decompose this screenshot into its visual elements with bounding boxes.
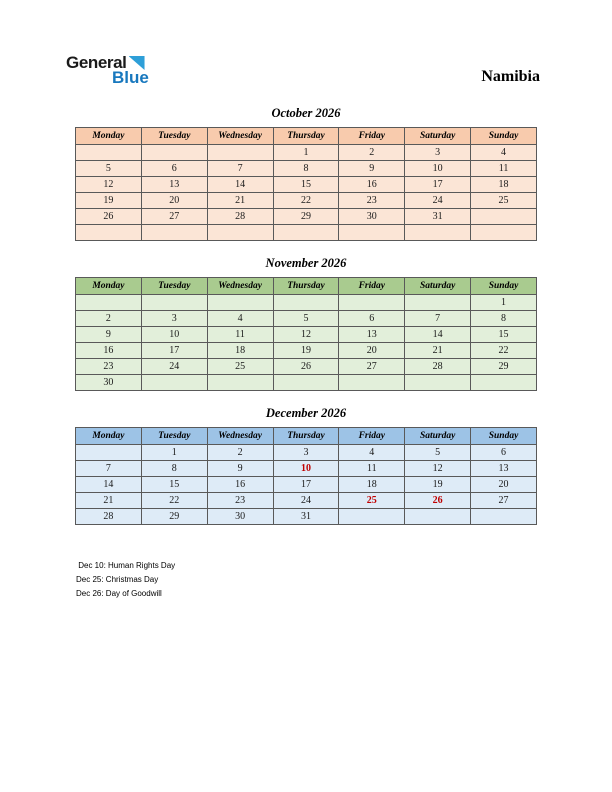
- empty-day-cell: [141, 225, 207, 241]
- weekday-header: Wednesday: [207, 278, 273, 295]
- day-cell: 3: [405, 145, 471, 161]
- day-cell: 1: [141, 445, 207, 461]
- day-cell: 7: [76, 461, 142, 477]
- empty-day-cell: [471, 225, 537, 241]
- day-cell: 17: [273, 477, 339, 493]
- day-cell: 9: [207, 461, 273, 477]
- weekday-header: Thursday: [273, 128, 339, 145]
- empty-day-cell: [273, 375, 339, 391]
- holiday-notes: [76, 559, 612, 601]
- empty-day-cell: [207, 295, 273, 311]
- weekday-header: Tuesday: [141, 128, 207, 145]
- day-cell: 28: [207, 209, 273, 225]
- day-cell: 25: [207, 359, 273, 375]
- day-cell: 4: [339, 445, 405, 461]
- weekday-header: Friday: [339, 128, 405, 145]
- day-cell: 4: [471, 145, 537, 161]
- day-cell: 20: [339, 343, 405, 359]
- day-cell: 21: [405, 343, 471, 359]
- day-cell: 27: [141, 209, 207, 225]
- day-cell: 30: [76, 375, 142, 391]
- day-cell: 17: [141, 343, 207, 359]
- country-title: Namibia: [481, 68, 540, 85]
- day-cell: 23: [207, 493, 273, 509]
- day-cell: 15: [141, 477, 207, 493]
- empty-day-cell: [405, 509, 471, 525]
- weekday-header: Monday: [76, 128, 142, 145]
- week-row: [76, 225, 537, 241]
- day-cell: 5: [273, 311, 339, 327]
- week-row: [76, 145, 537, 161]
- day-cell: 24: [141, 359, 207, 375]
- day-cell: 26: [76, 209, 142, 225]
- day-cell: 4: [207, 311, 273, 327]
- day-cell: 11: [339, 461, 405, 477]
- day-cell: 25: [471, 193, 537, 209]
- day-cell: 29: [273, 209, 339, 225]
- weekday-header: Wednesday: [207, 428, 273, 445]
- weekday-header: Saturday: [405, 128, 471, 145]
- day-cell: 9: [76, 327, 142, 343]
- day-cell: 12: [273, 327, 339, 343]
- day-cell: 24: [273, 493, 339, 509]
- general-blue-logo: [66, 54, 149, 86]
- day-cell: 3: [273, 445, 339, 461]
- day-cell: 1: [273, 145, 339, 161]
- weekday-header: Monday: [76, 278, 142, 295]
- day-cell: 15: [471, 327, 537, 343]
- empty-day-cell: [471, 509, 537, 525]
- week-row: [76, 295, 537, 311]
- day-cell: 9: [339, 161, 405, 177]
- day-cell: 6: [141, 161, 207, 177]
- day-cell: 20: [141, 193, 207, 209]
- holiday-note: Dec 10: Human Rights Day: [76, 561, 176, 570]
- weekday-header: Sunday: [471, 428, 537, 445]
- weekday-header-row: [76, 278, 537, 295]
- day-cell: 29: [141, 509, 207, 525]
- day-cell: 31: [273, 509, 339, 525]
- day-cell: 13: [471, 461, 537, 477]
- day-cell: 16: [76, 343, 142, 359]
- week-row: [76, 445, 537, 461]
- week-row: [76, 359, 537, 375]
- empty-day-cell: [471, 209, 537, 225]
- day-cell: 21: [207, 193, 273, 209]
- day-cell: 14: [207, 177, 273, 193]
- day-cell: 2: [339, 145, 405, 161]
- month-table: [75, 427, 537, 525]
- empty-day-cell: [207, 375, 273, 391]
- day-cell: 3: [141, 311, 207, 327]
- day-cell: 5: [76, 161, 142, 177]
- logo-text-blue: Blue: [112, 68, 149, 87]
- weekday-header: Wednesday: [207, 128, 273, 145]
- day-cell: 23: [339, 193, 405, 209]
- week-row: [76, 493, 537, 509]
- month-december: [75, 406, 537, 525]
- day-cell: 7: [405, 311, 471, 327]
- empty-day-cell: [405, 225, 471, 241]
- day-cell: 24: [405, 193, 471, 209]
- day-cell: 8: [141, 461, 207, 477]
- day-cell: 2: [207, 445, 273, 461]
- month-november: [75, 256, 537, 391]
- week-row: [76, 311, 537, 327]
- week-row: [76, 509, 537, 525]
- empty-day-cell: [339, 509, 405, 525]
- day-cell: 16: [207, 477, 273, 493]
- day-cell: 6: [339, 311, 405, 327]
- empty-day-cell: [405, 375, 471, 391]
- month-october: [75, 106, 537, 241]
- empty-day-cell: [76, 145, 142, 161]
- day-cell: 30: [339, 209, 405, 225]
- empty-day-cell: [76, 445, 142, 461]
- day-cell: 29: [471, 359, 537, 375]
- empty-day-cell: [339, 375, 405, 391]
- day-cell: 16: [339, 177, 405, 193]
- day-cell: 18: [471, 177, 537, 193]
- empty-day-cell: [405, 295, 471, 311]
- day-cell: 10: [273, 461, 339, 477]
- day-cell: 30: [207, 509, 273, 525]
- day-cell: 23: [76, 359, 142, 375]
- weekday-header: Thursday: [273, 428, 339, 445]
- week-row: [76, 375, 537, 391]
- empty-day-cell: [207, 145, 273, 161]
- day-cell: 22: [273, 193, 339, 209]
- day-cell: 26: [273, 359, 339, 375]
- logo-text-general: General: [66, 53, 127, 72]
- day-cell: 27: [471, 493, 537, 509]
- day-cell: 28: [76, 509, 142, 525]
- empty-day-cell: [471, 375, 537, 391]
- day-cell: 6: [471, 445, 537, 461]
- empty-day-cell: [76, 225, 142, 241]
- page-header: [0, 0, 612, 86]
- day-cell: 19: [273, 343, 339, 359]
- empty-day-cell: [207, 225, 273, 241]
- weekday-header: Sunday: [471, 278, 537, 295]
- empty-day-cell: [76, 295, 142, 311]
- weekday-header: Tuesday: [141, 428, 207, 445]
- weekday-header: Friday: [339, 428, 405, 445]
- calendar-months: [0, 106, 612, 525]
- day-cell: 12: [405, 461, 471, 477]
- day-cell: 1: [471, 295, 537, 311]
- day-cell: 2: [76, 311, 142, 327]
- day-cell: 8: [471, 311, 537, 327]
- day-cell: 18: [339, 477, 405, 493]
- day-cell: 26: [405, 493, 471, 509]
- empty-day-cell: [339, 295, 405, 311]
- weekday-header: Tuesday: [141, 278, 207, 295]
- day-cell: 25: [339, 493, 405, 509]
- day-cell: 19: [76, 193, 142, 209]
- weekday-header: Saturday: [405, 428, 471, 445]
- day-cell: 19: [405, 477, 471, 493]
- day-cell: 14: [405, 327, 471, 343]
- day-cell: 10: [141, 327, 207, 343]
- week-row: [76, 461, 537, 477]
- month-table: [75, 127, 537, 241]
- day-cell: 10: [405, 161, 471, 177]
- day-cell: 7: [207, 161, 273, 177]
- day-cell: 22: [471, 343, 537, 359]
- month-title: November 2026: [265, 256, 347, 270]
- day-cell: 28: [405, 359, 471, 375]
- week-row: [76, 343, 537, 359]
- day-cell: 17: [405, 177, 471, 193]
- week-row: [76, 327, 537, 343]
- weekday-header: Thursday: [273, 278, 339, 295]
- day-cell: 14: [76, 477, 142, 493]
- empty-day-cell: [339, 225, 405, 241]
- day-cell: 13: [141, 177, 207, 193]
- day-cell: 31: [405, 209, 471, 225]
- day-cell: 21: [76, 493, 142, 509]
- day-cell: 18: [207, 343, 273, 359]
- day-cell: 12: [76, 177, 142, 193]
- week-row: [76, 177, 537, 193]
- day-cell: 13: [339, 327, 405, 343]
- day-cell: 15: [273, 177, 339, 193]
- empty-day-cell: [141, 295, 207, 311]
- empty-day-cell: [141, 145, 207, 161]
- day-cell: 27: [339, 359, 405, 375]
- holiday-note: Dec 26: Day of Goodwill: [76, 589, 162, 598]
- month-table: [75, 277, 537, 391]
- empty-day-cell: [273, 225, 339, 241]
- weekday-header: Saturday: [405, 278, 471, 295]
- day-cell: 11: [207, 327, 273, 343]
- week-row: [76, 161, 537, 177]
- week-row: [76, 209, 537, 225]
- month-title: October 2026: [271, 106, 341, 120]
- week-row: [76, 477, 537, 493]
- holiday-note: Dec 25: Christmas Day: [76, 575, 159, 584]
- week-row: [76, 193, 537, 209]
- weekday-header-row: [76, 128, 537, 145]
- month-title: December 2026: [265, 406, 347, 420]
- empty-day-cell: [141, 375, 207, 391]
- day-cell: 11: [471, 161, 537, 177]
- weekday-header: Monday: [76, 428, 142, 445]
- day-cell: 20: [471, 477, 537, 493]
- weekday-header: Friday: [339, 278, 405, 295]
- weekday-header: Sunday: [471, 128, 537, 145]
- empty-day-cell: [273, 295, 339, 311]
- day-cell: 22: [141, 493, 207, 509]
- day-cell: 8: [273, 161, 339, 177]
- weekday-header-row: [76, 428, 537, 445]
- day-cell: 5: [405, 445, 471, 461]
